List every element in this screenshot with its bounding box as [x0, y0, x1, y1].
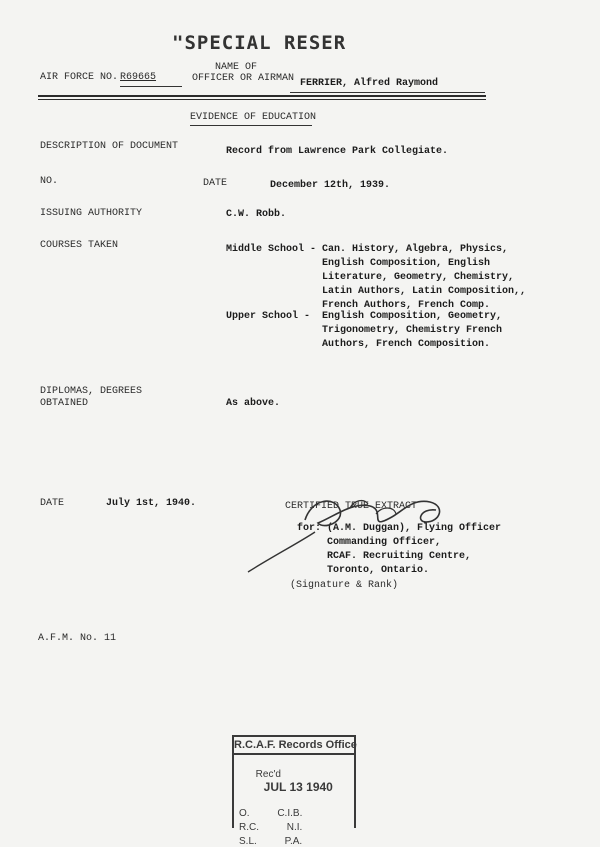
air-force-no-value: R69665: [120, 72, 157, 83]
header-rule-top: [38, 95, 486, 97]
description-value: Record from Lawrence Park Collegiate.: [226, 146, 449, 157]
middle-school-line: Latin Authors, Latin Composition,,: [226, 286, 527, 297]
stamp-line-2: R.C. N.I.: [239, 822, 303, 833]
diplomas-label-line2: OBTAINED: [40, 398, 89, 409]
upper-school-line: Upper School - English Composition, Geometry,: [226, 311, 503, 322]
middle-school-line: English Composition, English: [226, 258, 491, 269]
description-label: DESCRIPTION OF DOCUMENT: [40, 141, 179, 152]
recd-date: JUL 13 1940: [263, 780, 333, 794]
footer-date-label: DATE: [40, 498, 65, 509]
footer-date-value: July 1st, 1940.: [106, 498, 197, 509]
middle-school-block: [226, 243, 526, 313]
form-number: A.F.M. No. 11: [38, 633, 117, 644]
courses-taken-label: COURSES TAKEN: [40, 240, 119, 251]
issuing-authority-value: C.W. Robb.: [226, 209, 287, 220]
handwritten-signature: [240, 478, 470, 578]
section-title: EVIDENCE OF EDUCATION: [190, 112, 317, 123]
upper-school-line: Authors, French Composition.: [226, 339, 491, 350]
date-label: DATE: [203, 178, 228, 189]
no-label: NO.: [40, 176, 59, 187]
header-rule-bottom: [38, 99, 486, 100]
upper-school-line: Trigonometry, Chemistry French: [226, 325, 503, 336]
stamp-line-1: O. C.I.B.: [239, 808, 303, 819]
diplomas-value: As above.: [226, 398, 281, 409]
middle-school-line: Middle School - Can. History, Algebra, Physics,: [226, 244, 509, 255]
recd-label: Rec'd: [255, 769, 281, 780]
issuing-authority-label: ISSUING AUTHORITY: [40, 208, 143, 219]
middle-school-line: French Authors, French Comp.: [226, 300, 491, 311]
records-office-recd-line: [234, 755, 354, 805]
name-underline: [290, 92, 485, 93]
middle-school-line: Literature, Geometry, Chemistry,: [226, 272, 515, 283]
air-force-no-underline: [120, 86, 182, 87]
signature-rank-caption: (Signature & Rank): [290, 580, 399, 591]
stamp-line-3: S.L. P.A.: [239, 836, 303, 847]
air-force-no-label: AIR FORCE NO.: [40, 72, 119, 83]
diplomas-label-line1: DIPLOMAS, DEGREES: [40, 386, 143, 397]
signer-line: Commanding Officer,: [297, 537, 442, 548]
name-label-line2: OFFICER OR AIRMAN: [192, 73, 295, 84]
name-label-line1: NAME OF: [215, 62, 258, 73]
signer-line: Toronto, Ontario.: [297, 565, 430, 576]
name-value: FERRIER, Alfred Raymond: [300, 78, 439, 89]
records-office-stamp: [232, 735, 357, 847]
signer-line: RCAF. Recruiting Centre,: [297, 551, 472, 562]
date-value: December 12th, 1939.: [270, 180, 391, 191]
records-office-stamp-title: R.C.A.F. Records Office: [234, 737, 354, 755]
signer-line: for: (A.M. Duggan), Flying Officer: [297, 523, 502, 534]
upper-school-block: [226, 310, 502, 352]
certified-true-extract: CERTIFIED TRUE EXTRACT: [285, 501, 418, 512]
special-reserve-stamp: "SPECIAL RESER: [172, 32, 347, 54]
section-title-underline: [190, 125, 312, 126]
